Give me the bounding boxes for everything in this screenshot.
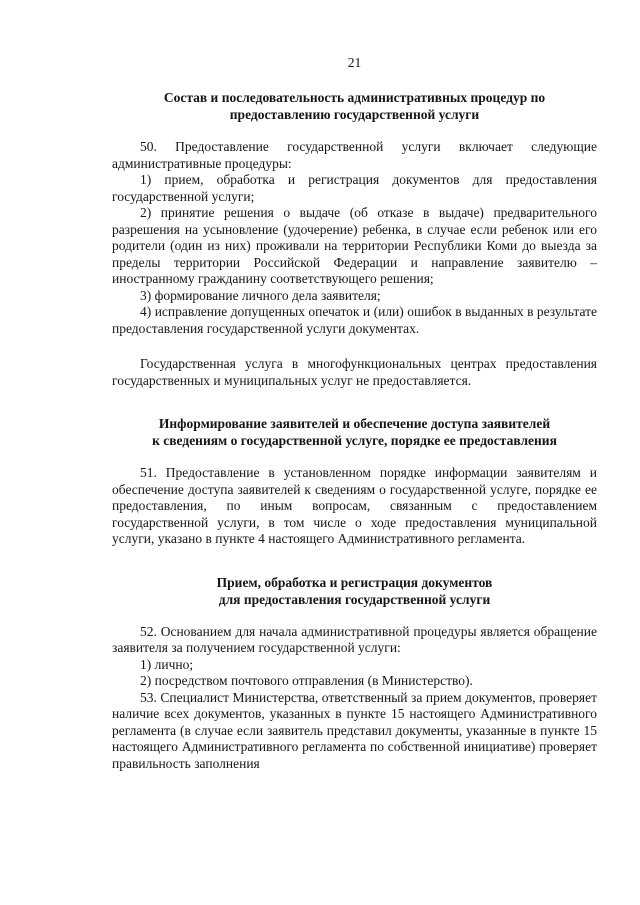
paragraph-51: 51. Предоставление в установленном порядке информации заявителям и обеспечение доступа заявителей к сведениям о государственной услуге, порядке ее предоставления, по иным вопросам, связанным с предоставлением государственной услуги, в том числе о ходе предоставления муниципальной услуги, указано в пункте 4 настоящего Административного регламента. [112, 465, 597, 546]
page-number: 21 [347, 55, 362, 70]
section-heading-line: предоставлению государственной услуги [229, 107, 480, 122]
section-document-reception [112, 574, 597, 773]
paragraph-53: 53. Специалист Министерства, ответственный за прием документов, проверяет наличие всех документов, указанных в пункте 15 настоящего Административного регламента (в случае если заявитель представил документы, указанные в пункте 15 настоящего Административного регламента по собственной инициативе) проверяет правильность заполнения [112, 689, 597, 771]
section-heading-line: Прием, обработка и регистрация документов [216, 574, 493, 590]
section-heading-line: к сведениям о государственной услуге, порядке ее предоставления [152, 433, 557, 448]
document-page [112, 54, 597, 772]
section-administrative-procedures [112, 89, 597, 389]
mfc-note-paragraph: Государственная услуга в многофункциональных центрах предоставления государственных и муниципальных услуг не предоставляется. [112, 356, 597, 388]
section-informing-applicants [112, 415, 597, 548]
list-item-2: 2) принятие решения о выдаче (об отказе в выдаче) предварительного разрешения на усыновление (удочерение) ребенка, в случае если ребенок или его родители (один из них) проживали на территории Республики Коми до выезда за пределы территории Российской Федерации и направление заявителю – иностранному гражданину соответствующего решения; [112, 205, 597, 286]
paragraph-52: 52. Основанием для начала административной процедуры является обращение заявителя за получением государственной услуги: [112, 623, 597, 655]
section-heading-line: для предоставления государственной услуги [218, 591, 491, 607]
section-heading-line: Информирование заявителей и обеспечение доступа заявителей [158, 416, 551, 431]
list-item-3: 3) формирование личного дела заявителя; [140, 287, 381, 303]
list-item-in-person: 1) лично; [140, 656, 194, 672]
list-item-by-mail: 2) посредством почтового отправления (в Министерство). [140, 673, 473, 688]
section-heading-line: Состав и последовательность административных процедур по [163, 90, 546, 105]
paragraph-50: 50. Предоставление государственной услуги включает следующие административные процедуры: [112, 139, 597, 171]
list-item-4: 4) исправление допущенных опечаток и (или) ошибок в выданных в результате предоставления государственной услуги документах. [112, 304, 597, 336]
list-item-1: 1) прием, обработка и регистрация документов для предоставления государственной услуги; [112, 172, 597, 204]
